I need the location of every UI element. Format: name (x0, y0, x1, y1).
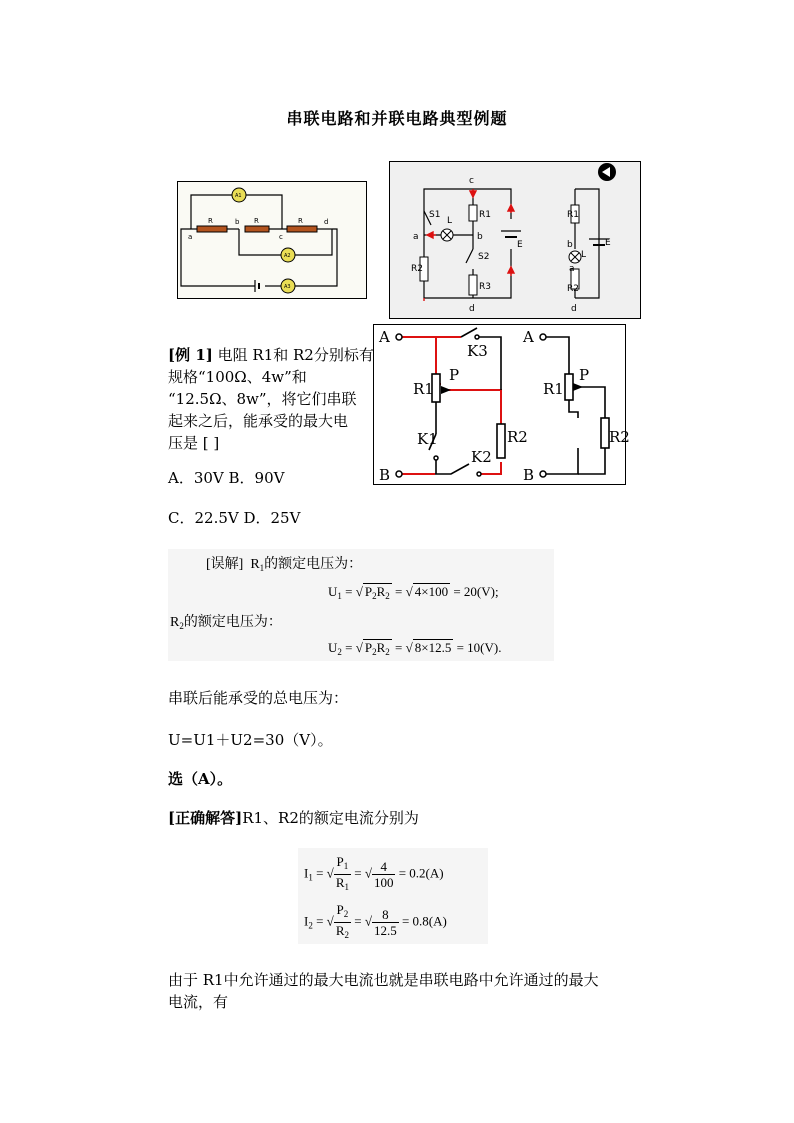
i2-num: 8 (372, 907, 399, 923)
fig2-s1: S1 (429, 210, 441, 220)
fig1-label-r1: R (208, 217, 213, 225)
question-line-3: “12.5Ω、8w”，将它们串联 (168, 390, 357, 408)
fig3-r1: R1 (413, 380, 434, 398)
fig2-right-b: b (567, 240, 573, 250)
eq1-rhs: = 20(V); (453, 584, 499, 599)
fig3-k3: K3 (467, 342, 488, 360)
wrong-eq1: $U_1$ = √ $P_2R_2$ = √ 4×100 = 20(V); (328, 584, 499, 601)
eq1-lhs: U (328, 584, 338, 599)
question-line-5: 压是 [ ] (168, 434, 220, 452)
fig3-b: B (379, 466, 391, 484)
question-line-4: 起来之后，能承受的最大电 (168, 412, 349, 430)
fig3-right-a: A (523, 328, 534, 346)
fig3-right-p: P (579, 366, 590, 384)
question-line-2: 规格“100Ω、4w”和 (168, 368, 307, 386)
fig2-e: E (517, 240, 523, 250)
fig2-a: a (413, 232, 419, 242)
fig2-right-l: L (581, 250, 587, 260)
resistor-r-3 (287, 226, 317, 232)
resistor-r-2 (245, 226, 269, 232)
eq1-mid: 4×100 (414, 584, 449, 599)
fig3-right-r2: R2 (609, 428, 630, 446)
fig2-b: b (477, 232, 483, 242)
wrong-solution-box: [误解] $R_1$的额定电压为： $U_1$ = √ $P_2R_2$ = √ 4×100 = 20(V); $R_2$的额定电压为： $U_2$ = √ $P_2R_2$ = √ 8×12.5 = 10(V). (168, 549, 554, 661)
correct-text: R1、R2的额定电流分别为 (242, 809, 419, 827)
fig2-right-r1: R1 (567, 210, 579, 220)
fig3-k2: K2 (471, 448, 492, 466)
question-line-1: 电阻 R1和 R2分别标有 (217, 346, 374, 364)
fig2-r2: R2 (411, 264, 423, 274)
correct-label: [正确解答] (168, 809, 243, 827)
fig2-right-r2: R2 (567, 284, 579, 294)
i2-rhs: = 0.8(A) (401, 913, 447, 929)
fig3-r2: R2 (507, 428, 528, 446)
fig1-meter-a3: A3 (284, 284, 291, 290)
lamp-icon (441, 229, 453, 241)
fig2-r3: R3 (479, 282, 491, 292)
option-cd: C．22.5V D．25V (168, 509, 301, 527)
current-equations-box (298, 848, 488, 944)
fig1-node-c: c (279, 233, 283, 241)
circuit-figure-switches (389, 161, 641, 319)
fig1-node-d: d (324, 218, 329, 226)
eq2-rhs: = 10(V). (456, 640, 502, 655)
wrong-label: [误解] (206, 557, 244, 572)
choose-text: 选（A）。 (168, 770, 233, 788)
correct-solution (168, 807, 419, 829)
circuit-figure-slider (373, 324, 630, 485)
fig1-label-r2: R (254, 217, 259, 225)
fig2-right-e: E (605, 238, 611, 248)
fig2-l: L (447, 216, 453, 226)
fig1-node-b: b (235, 218, 240, 226)
fig1-node-a: a (188, 233, 193, 241)
fig2-r1: R1 (479, 210, 491, 220)
i1-rhs: = 0.2(A) (398, 865, 444, 881)
page-title: 串联电路和并联电路典型例题 (286, 109, 508, 128)
example-tag: [例 1] (168, 346, 213, 364)
i1-den: 100 (373, 875, 394, 890)
circuit-figure-ammeters (177, 181, 367, 299)
fig3-p: P (449, 366, 460, 384)
back-icon (598, 163, 616, 181)
eq2-mid: 8×12.5 (414, 640, 452, 655)
example-question (168, 344, 378, 454)
u-total-text: U=U1＋U2=30（V）。 (168, 731, 333, 749)
final-line-1: 由于 R1中允许通过的最大电流也就是串联电路中允许通过的最大 (168, 971, 599, 989)
option-ab: A．30V B．90V (168, 469, 285, 487)
eq2-lhs: U (328, 640, 338, 655)
series-total-text: 串联后能承受的总电压为： (168, 689, 349, 707)
fig3-a: A (379, 328, 390, 346)
resistor-r-1 (197, 226, 227, 232)
fig2-s2: S2 (478, 252, 490, 262)
fig1-meter-a1: A1 (235, 193, 242, 199)
fig3-right-r1: R1 (543, 380, 564, 398)
fig2-right-a: a (569, 264, 575, 274)
i1-num: 4 (372, 859, 396, 875)
fig1-meter-a2: A2 (284, 253, 291, 259)
fig2-right-d: d (571, 304, 577, 314)
eq-i1: $I_1$ = √ $\frac{P_1}{R_1}$ = √ $\frac{4}{100}$ = 0.2(A) (304, 854, 444, 892)
wrong-r1-text: 的额定电压为： (264, 557, 363, 572)
lamp-icon (569, 251, 581, 263)
fig3-right-b: B (523, 466, 535, 484)
wrong-eq2: $U_2$ = √ $P_2R_2$ = √ 8×12.5 = 10(V). (328, 640, 502, 657)
fig3-k1: K1 (417, 430, 438, 448)
fig2-c: c (469, 176, 474, 186)
fig1-label-r3: R (298, 217, 303, 225)
final-line-2: 电流，有 (168, 993, 229, 1011)
i2-den: 12.5 (373, 923, 397, 938)
fig2-d: d (469, 304, 475, 314)
eq-i2: $I_2$ = √ $\frac{P_2}{R_2}$ = √ $\frac{8}{12.5}$ = 0.8(A) (304, 902, 447, 940)
wrong-r2-text: 的额定电压为： (183, 615, 282, 630)
